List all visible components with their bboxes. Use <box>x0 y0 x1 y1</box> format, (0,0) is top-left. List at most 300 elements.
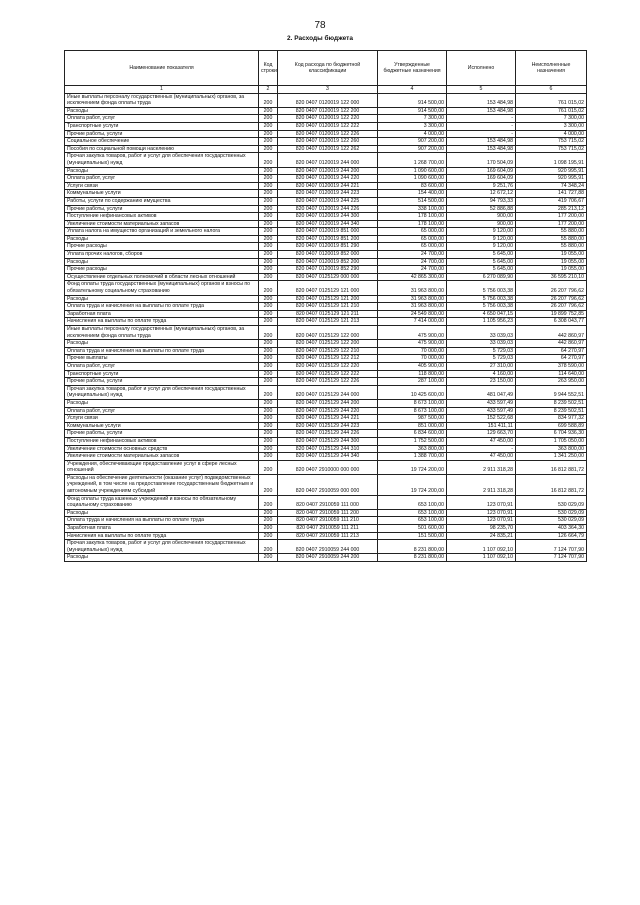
indicator-name-cell: Начисления на выплаты по оплате труда <box>65 318 259 326</box>
approved-amount-cell: 653 100,00 <box>378 495 447 509</box>
executed-amount-cell: 153 484,98 <box>447 107 516 115</box>
line-code-cell: 200 <box>259 93 278 107</box>
classification-code-cell: 820 0407 2910059 244 200 <box>278 554 378 562</box>
table-row <box>65 258 587 266</box>
indicator-name-cell: Оплата труда и начисления на выплаты по оплате труда <box>65 517 259 525</box>
executed-amount-cell: 33 039,03 <box>447 326 516 340</box>
executed-amount-cell: 169 604,09 <box>447 175 516 183</box>
classification-code-cell: 820 0407 0120019 122 226 <box>278 130 378 138</box>
approved-amount-cell: 24 700,00 <box>378 266 447 274</box>
unexecuted-amount-cell: 920 995,91 <box>516 167 587 175</box>
expenses-table <box>64 50 587 562</box>
approved-amount-cell: 42 865 300,00 <box>378 273 447 281</box>
classification-code-cell: 820 0407 2910000 000 000 <box>278 460 378 474</box>
header-classification-code: Код расхода по бюджетной классификации <box>278 51 378 86</box>
unexecuted-amount-cell: 442 860,97 <box>516 340 587 348</box>
column-number: 6 <box>516 86 587 94</box>
executed-amount-cell: 433 597,49 <box>447 407 516 415</box>
table-row <box>65 525 587 533</box>
unexecuted-amount-cell: 8 239 502,51 <box>516 399 587 407</box>
indicator-name-cell: Пособия по социальной помощи населению <box>65 145 259 153</box>
indicator-name-cell: Иные выплаты персоналу государственных (муниципальных) органов, за исключением фонда оплаты труда <box>65 326 259 340</box>
line-code-cell: 200 <box>259 107 278 115</box>
executed-amount-cell: 170 504,09 <box>447 153 516 167</box>
line-code-cell: 200 <box>259 422 278 430</box>
table-row <box>65 437 587 445</box>
line-code-cell: 200 <box>259 399 278 407</box>
unexecuted-amount-cell: 9 944 552,51 <box>516 385 587 399</box>
approved-amount-cell: 83 600,00 <box>378 182 447 190</box>
executed-amount-cell: 151 411,11 <box>447 422 516 430</box>
executed-amount-cell: - <box>447 445 516 453</box>
indicator-name-cell: Прочие выплаты <box>65 355 259 363</box>
unexecuted-amount-cell: 177 200,00 <box>516 213 587 221</box>
executed-amount-cell: - <box>447 122 516 130</box>
classification-code-cell: 820 0407 0120019 244 220 <box>278 175 378 183</box>
indicator-name-cell: Прочая закупка товаров, работ и услуг для обеспечения государственных (муниципальных) нужд <box>65 540 259 554</box>
table-row <box>65 303 587 311</box>
executed-amount-cell: 27 310,00 <box>447 362 516 370</box>
approved-amount-cell: 19 724 200,00 <box>378 460 447 474</box>
classification-code-cell: 820 0407 0125129 122 212 <box>278 355 378 363</box>
executed-amount-cell: 5 756 003,38 <box>447 295 516 303</box>
classification-code-cell: 820 0407 0125129 121 213 <box>278 318 378 326</box>
approved-amount-cell: 178 100,00 <box>378 213 447 221</box>
unexecuted-amount-cell: 7 124 707,90 <box>516 540 587 554</box>
table-row <box>65 228 587 236</box>
approved-amount-cell: 8 673 100,00 <box>378 407 447 415</box>
line-code-cell: 200 <box>259 213 278 221</box>
column-number: 5 <box>447 86 516 94</box>
approved-amount-cell: 987 500,00 <box>378 415 447 423</box>
line-code-cell: 200 <box>259 115 278 123</box>
approved-amount-cell: 24 700,00 <box>378 251 447 259</box>
unexecuted-amount-cell: 19 899 752,85 <box>516 310 587 318</box>
unexecuted-amount-cell: 1 098 195,91 <box>516 153 587 167</box>
classification-code-cell: 820 0407 2910059 111 211 <box>278 525 378 533</box>
unexecuted-amount-cell: 55 880,00 <box>516 228 587 236</box>
executed-amount-cell: 33 039,03 <box>447 340 516 348</box>
line-code-cell: 200 <box>259 190 278 198</box>
table-row <box>65 495 587 509</box>
line-code-cell: 200 <box>259 310 278 318</box>
unexecuted-amount-cell: 8 239 502,51 <box>516 407 587 415</box>
table-row <box>65 340 587 348</box>
executed-amount-cell: 123 070,91 <box>447 495 516 509</box>
unexecuted-amount-cell: 36 595 210,10 <box>516 273 587 281</box>
executed-amount-cell: 9 251,76 <box>447 182 516 190</box>
classification-code-cell: 820 0407 2910059 111 000 <box>278 495 378 509</box>
line-code-cell: 200 <box>259 175 278 183</box>
indicator-name-cell: Начисления на выплаты по оплате труда <box>65 532 259 540</box>
line-code-cell: 200 <box>259 347 278 355</box>
approved-amount-cell: 4 000,00 <box>378 130 447 138</box>
executed-amount-cell: 123 070,91 <box>447 517 516 525</box>
indicator-name-cell: Прочие работы, услуги <box>65 130 259 138</box>
indicator-name-cell: Прочая закупка товаров, работ и услуг для обеспечения государственных (муниципальных) нужд <box>65 153 259 167</box>
unexecuted-amount-cell: 26 207 796,62 <box>516 281 587 295</box>
table-row <box>65 197 587 205</box>
unexecuted-amount-cell: 126 664,79 <box>516 532 587 540</box>
executed-amount-cell: 9 120,00 <box>447 243 516 251</box>
classification-code-cell: 820 0407 0125129 121 210 <box>278 303 378 311</box>
table-row <box>65 122 587 130</box>
executed-amount-cell: 24 835,21 <box>447 532 516 540</box>
classification-code-cell: 820 0407 0120019 851 000 <box>278 228 378 236</box>
approved-amount-cell: 24 549 800,00 <box>378 310 447 318</box>
table-row <box>65 422 587 430</box>
line-code-cell: 200 <box>259 517 278 525</box>
approved-amount-cell: 65 000,00 <box>378 235 447 243</box>
unexecuted-amount-cell: 530 029,09 <box>516 495 587 509</box>
classification-code-cell: 820 0407 0125129 244 200 <box>278 399 378 407</box>
approved-amount-cell: 65 000,00 <box>378 243 447 251</box>
classification-code-cell: 820 0407 0120019 122 260 <box>278 138 378 146</box>
indicator-name-cell: Прочие расходы <box>65 243 259 251</box>
line-code-cell: 200 <box>259 532 278 540</box>
executed-amount-cell: 1 107 092,10 <box>447 554 516 562</box>
executed-amount-cell: 1 105 956,23 <box>447 318 516 326</box>
classification-code-cell: 820 0407 0125129 121 200 <box>278 295 378 303</box>
classification-code-cell: 820 0407 0125129 244 340 <box>278 453 378 461</box>
executed-amount-cell: 4 650 047,15 <box>447 310 516 318</box>
approved-amount-cell: 31 963 800,00 <box>378 303 447 311</box>
line-code-cell: 200 <box>259 122 278 130</box>
unexecuted-amount-cell: 753 715,02 <box>516 145 587 153</box>
indicator-name-cell: Прочая закупка товаров, работ и услуг для обеспечения государственных (муниципальных) нужд <box>65 385 259 399</box>
classification-code-cell: 820 0407 0125129 122 222 <box>278 370 378 378</box>
executed-amount-cell: 153 484,98 <box>447 93 516 107</box>
line-code-cell: 200 <box>259 326 278 340</box>
executed-amount-cell: 6 270 089,90 <box>447 273 516 281</box>
line-code-cell: 200 <box>259 145 278 153</box>
approved-amount-cell: 907 200,00 <box>378 138 447 146</box>
unexecuted-amount-cell: 1 341 250,00 <box>516 453 587 461</box>
indicator-name-cell: Социальное обеспечение <box>65 138 259 146</box>
indicator-name-cell: Увеличение стоимости материальных запасов <box>65 220 259 228</box>
indicator-name-cell: Оплата работ, услуг <box>65 115 259 123</box>
unexecuted-amount-cell: 141 727,88 <box>516 190 587 198</box>
classification-code-cell: 820 0407 0120019 244 226 <box>278 205 378 213</box>
unexecuted-amount-cell: 7 124 707,90 <box>516 554 587 562</box>
table-row <box>65 281 587 295</box>
table-row <box>65 460 587 474</box>
approved-amount-cell: 31 963 800,00 <box>378 295 447 303</box>
approved-amount-cell: 8 231 800,00 <box>378 540 447 554</box>
unexecuted-amount-cell: 7 300,00 <box>516 115 587 123</box>
approved-amount-cell: 914 500,00 <box>378 93 447 107</box>
line-code-cell: 200 <box>259 430 278 438</box>
unexecuted-amount-cell: 19 055,00 <box>516 258 587 266</box>
line-code-cell: 200 <box>259 228 278 236</box>
unexecuted-amount-cell: 761 015,02 <box>516 107 587 115</box>
executed-amount-cell: 52 886,88 <box>447 205 516 213</box>
unexecuted-amount-cell: 530 029,09 <box>516 509 587 517</box>
indicator-name-cell: Заработная плата <box>65 525 259 533</box>
indicator-name-cell: Фонд оплаты труда казенных учреждений и взносы по обязательному социальному страхованию <box>65 495 259 509</box>
unexecuted-amount-cell: 26 207 796,62 <box>516 295 587 303</box>
line-code-cell: 200 <box>259 509 278 517</box>
approved-amount-cell: 70 000,00 <box>378 355 447 363</box>
executed-amount-cell: 5 645,00 <box>447 251 516 259</box>
unexecuted-amount-cell: 16 812 881,72 <box>516 474 587 495</box>
table-row <box>65 93 587 107</box>
classification-code-cell: 820 0407 0120019 852 200 <box>278 258 378 266</box>
approved-amount-cell: 65 000,00 <box>378 228 447 236</box>
line-code-cell: 200 <box>259 130 278 138</box>
indicator-name-cell: Расходы <box>65 107 259 115</box>
table-row <box>65 295 587 303</box>
table-row <box>65 273 587 281</box>
indicator-name-cell: Оплата труда и начисления на выплаты по оплате труда <box>65 303 259 311</box>
approved-amount-cell: 338 100,00 <box>378 205 447 213</box>
table-row <box>65 355 587 363</box>
unexecuted-amount-cell: 16 812 881,72 <box>516 460 587 474</box>
indicator-name-cell: Коммунальные услуги <box>65 190 259 198</box>
indicator-name-cell: Заработная плата <box>65 310 259 318</box>
table-row <box>65 430 587 438</box>
page-number: 78 <box>314 20 326 31</box>
unexecuted-amount-cell: 1 705 050,00 <box>516 437 587 445</box>
indicator-name-cell: Учреждения, обеспечивающие предоставление услуг в сфере лесных отношений <box>65 460 259 474</box>
line-code-cell: 200 <box>259 362 278 370</box>
indicator-name-cell: Фонд оплаты труда государственных (муниципальных) органов и взносы по обязательному социальному страхованию <box>65 281 259 295</box>
approved-amount-cell: 475 900,00 <box>378 326 447 340</box>
indicator-name-cell: Расходы <box>65 554 259 562</box>
indicator-name-cell: Прочие расходы <box>65 266 259 274</box>
column-number-row <box>65 86 587 94</box>
classification-code-cell: 820 0407 0125129 244 220 <box>278 407 378 415</box>
header-approved: Утвержденные бюджетные назначения <box>378 51 447 86</box>
indicator-name-cell: Расходы <box>65 340 259 348</box>
table-row <box>65 145 587 153</box>
table-row <box>65 130 587 138</box>
executed-amount-cell: 5 645,00 <box>447 258 516 266</box>
classification-code-cell: 820 0407 0120019 244 225 <box>278 197 378 205</box>
executed-amount-cell: 1 107 092,10 <box>447 540 516 554</box>
executed-amount-cell: 98 235,70 <box>447 525 516 533</box>
line-code-cell: 200 <box>259 258 278 266</box>
table-row <box>65 182 587 190</box>
table-row <box>65 167 587 175</box>
indicator-name-cell: Транспортные услуги <box>65 122 259 130</box>
table-row <box>65 243 587 251</box>
table-row <box>65 347 587 355</box>
executed-amount-cell: 12 672,12 <box>447 190 516 198</box>
table-row <box>65 554 587 562</box>
unexecuted-amount-cell: 419 706,67 <box>516 197 587 205</box>
unexecuted-amount-cell: 442 860,97 <box>516 326 587 340</box>
approved-amount-cell: 70 000,00 <box>378 347 447 355</box>
table-row <box>65 540 587 554</box>
unexecuted-amount-cell: 753 715,02 <box>516 138 587 146</box>
table-row <box>65 318 587 326</box>
executed-amount-cell: 152 522,68 <box>447 415 516 423</box>
approved-amount-cell: 363 800,00 <box>378 445 447 453</box>
indicator-name-cell: Уплата налога на имущество организаций и земельного налога <box>65 228 259 236</box>
classification-code-cell: 820 0407 0125129 122 226 <box>278 378 378 386</box>
unexecuted-amount-cell: 263 950,00 <box>516 378 587 386</box>
line-code-cell: 200 <box>259 445 278 453</box>
indicator-name-cell: Оплата работ, услуг <box>65 362 259 370</box>
unexecuted-amount-cell: 3 300,00 <box>516 122 587 130</box>
unexecuted-amount-cell: 114 640,00 <box>516 370 587 378</box>
table-row <box>65 153 587 167</box>
indicator-name-cell: Оплата труда и начисления на выплаты по оплате труда <box>65 347 259 355</box>
approved-amount-cell: 1 268 700,00 <box>378 153 447 167</box>
line-code-cell: 200 <box>259 138 278 146</box>
classification-code-cell: 820 0407 0120019 122 220 <box>278 115 378 123</box>
line-code-cell: 200 <box>259 385 278 399</box>
line-code-cell: 200 <box>259 167 278 175</box>
executed-amount-cell: 2 911 318,28 <box>447 474 516 495</box>
approved-amount-cell: 154 400,00 <box>378 190 447 198</box>
line-code-cell: 200 <box>259 525 278 533</box>
executed-amount-cell: 47 450,00 <box>447 453 516 461</box>
unexecuted-amount-cell: 74 348,24 <box>516 182 587 190</box>
line-code-cell: 200 <box>259 205 278 213</box>
executed-amount-cell: 123 070,91 <box>447 509 516 517</box>
classification-code-cell: 820 0407 0125129 244 300 <box>278 437 378 445</box>
executed-amount-cell: 433 597,49 <box>447 399 516 407</box>
table-row <box>65 138 587 146</box>
unexecuted-amount-cell: 6 704 936,30 <box>516 430 587 438</box>
line-code-cell: 200 <box>259 453 278 461</box>
approved-amount-cell: 10 425 600,00 <box>378 385 447 399</box>
indicator-name-cell: Расходы <box>65 509 259 517</box>
table-row <box>65 251 587 259</box>
table-row <box>65 509 587 517</box>
indicator-name-cell: Поступление нефинансовых активов <box>65 213 259 221</box>
classification-code-cell: 820 0407 0120019 122 222 <box>278 122 378 130</box>
line-code-cell: 200 <box>259 182 278 190</box>
table-body <box>65 93 587 561</box>
line-code-cell: 200 <box>259 220 278 228</box>
approved-amount-cell: 514 500,00 <box>378 197 447 205</box>
line-code-cell: 200 <box>259 540 278 554</box>
indicator-name-cell: Расходы <box>65 235 259 243</box>
line-code-cell: 200 <box>259 251 278 259</box>
classification-code-cell: 820 0407 0125129 122 220 <box>278 362 378 370</box>
table-row <box>65 517 587 525</box>
table-row <box>65 235 587 243</box>
header-row <box>65 51 587 86</box>
table-row <box>65 415 587 423</box>
table-row <box>65 107 587 115</box>
approved-amount-cell: 8 231 800,00 <box>378 554 447 562</box>
executed-amount-cell: 5 756 003,38 <box>447 303 516 311</box>
approved-amount-cell: 475 900,00 <box>378 340 447 348</box>
line-code-cell: 200 <box>259 235 278 243</box>
indicator-name-cell: Расходы <box>65 258 259 266</box>
header-executed: Исполнено <box>447 51 516 86</box>
table-row <box>65 205 587 213</box>
unexecuted-amount-cell: 403 364,30 <box>516 525 587 533</box>
table-row <box>65 407 587 415</box>
classification-code-cell: 820 0407 2910059 111 200 <box>278 509 378 517</box>
executed-amount-cell: - <box>447 130 516 138</box>
column-number: 1 <box>65 86 259 94</box>
unexecuted-amount-cell: 530 029,09 <box>516 517 587 525</box>
table-row <box>65 266 587 274</box>
executed-amount-cell: 169 604,09 <box>447 167 516 175</box>
classification-code-cell: 820 0407 0125129 244 226 <box>278 430 378 438</box>
table-row <box>65 453 587 461</box>
classification-code-cell: 820 0407 2910059 111 210 <box>278 517 378 525</box>
unexecuted-amount-cell: 699 588,89 <box>516 422 587 430</box>
classification-code-cell: 820 0407 0120019 244 200 <box>278 167 378 175</box>
classification-code-cell: 820 0407 0125129 122 210 <box>278 347 378 355</box>
indicator-name-cell: Уплата прочих налогов, сборов <box>65 251 259 259</box>
line-code-cell: 200 <box>259 303 278 311</box>
indicator-name-cell: Прочие работы, услуги <box>65 430 259 438</box>
indicator-name-cell: Оплата работ, услуг <box>65 407 259 415</box>
indicator-name-cell: Работы, услуги по содержанию имущества <box>65 197 259 205</box>
approved-amount-cell: 3 300,00 <box>378 122 447 130</box>
classification-code-cell: 820 0407 2910059 000 000 <box>278 474 378 495</box>
approved-amount-cell: 653 100,00 <box>378 517 447 525</box>
table-row <box>65 474 587 495</box>
approved-amount-cell: 178 100,00 <box>378 220 447 228</box>
unexecuted-amount-cell: 285 213,12 <box>516 205 587 213</box>
unexecuted-amount-cell: 4 000,00 <box>516 130 587 138</box>
table-row <box>65 362 587 370</box>
classification-code-cell: 820 0407 0120019 122 000 <box>278 93 378 107</box>
table-row <box>65 385 587 399</box>
line-code-cell: 200 <box>259 266 278 274</box>
classification-code-cell: 820 0407 0120019 122 262 <box>278 145 378 153</box>
section-title: 2. Расходы бюджета <box>287 35 353 42</box>
executed-amount-cell: 9 120,00 <box>447 235 516 243</box>
approved-amount-cell: 6 834 600,00 <box>378 430 447 438</box>
approved-amount-cell: 287 100,00 <box>378 378 447 386</box>
executed-amount-cell: 2 911 318,28 <box>447 460 516 474</box>
approved-amount-cell: 907 200,00 <box>378 145 447 153</box>
line-code-cell: 200 <box>259 378 278 386</box>
executed-amount-cell: 5 756 003,38 <box>447 281 516 295</box>
executed-amount-cell: 900,00 <box>447 220 516 228</box>
indicator-name-cell: Прочие работы, услуги <box>65 205 259 213</box>
executed-amount-cell: - <box>447 115 516 123</box>
approved-amount-cell: 7 300,00 <box>378 115 447 123</box>
column-number: 3 <box>278 86 378 94</box>
table-row <box>65 326 587 340</box>
indicator-name-cell: Увеличение стоимости основных средств <box>65 445 259 453</box>
executed-amount-cell: 900,00 <box>447 213 516 221</box>
classification-code-cell: 820 0407 0125129 122 000 <box>278 326 378 340</box>
table-header <box>65 51 587 94</box>
approved-amount-cell: 151 500,00 <box>378 532 447 540</box>
executed-amount-cell: 5 729,03 <box>447 347 516 355</box>
column-number: 2 <box>259 86 278 94</box>
line-code-cell: 200 <box>259 243 278 251</box>
line-code-cell: 200 <box>259 437 278 445</box>
unexecuted-amount-cell: 177 200,00 <box>516 220 587 228</box>
classification-code-cell: 820 0407 0120019 244 223 <box>278 190 378 198</box>
line-code-cell: 200 <box>259 153 278 167</box>
table-row <box>65 115 587 123</box>
approved-amount-cell: 118 800,00 <box>378 370 447 378</box>
line-code-cell: 200 <box>259 495 278 509</box>
classification-code-cell: 820 0407 0125129 121 000 <box>278 281 378 295</box>
indicator-name-cell: Коммунальные услуги <box>65 422 259 430</box>
indicator-name-cell: Иные выплаты персоналу государственных (муниципальных) органов, за исключением фонда оплаты труда <box>65 93 259 107</box>
executed-amount-cell: 47 450,00 <box>447 437 516 445</box>
approved-amount-cell: 7 414 000,00 <box>378 318 447 326</box>
unexecuted-amount-cell: 64 270,97 <box>516 355 587 363</box>
unexecuted-amount-cell: 920 995,91 <box>516 175 587 183</box>
line-code-cell: 200 <box>259 318 278 326</box>
